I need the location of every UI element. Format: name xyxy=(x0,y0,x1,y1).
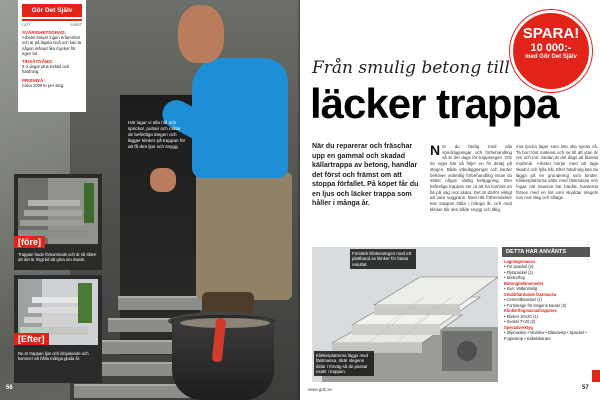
photo-caption: Här lagar vi alla hål och sprickor, putsar och målar de befintliga stegen och lägger klinker på trappan för att få den ljus och snygg. xyxy=(128,120,186,149)
difficulty-label: SVÅRIGHETSGRAD: xyxy=(22,30,67,35)
worker-legs xyxy=(196,172,292,300)
sidebar-section xyxy=(504,325,588,341)
before-photo xyxy=(18,178,98,244)
left-page-number: 56 xyxy=(6,385,13,391)
magazine-logo: Gör Det Själv xyxy=(22,4,82,17)
footer-url: www.gds.se xyxy=(308,387,333,392)
sidebar-section xyxy=(504,308,588,324)
stair-step xyxy=(118,296,208,310)
after-label: [Efter] xyxy=(14,333,49,345)
sidebar-section xyxy=(504,292,588,308)
right-page xyxy=(300,0,600,400)
level-left: LÄTT xyxy=(22,23,31,27)
article-subheadline: Från smulig betong till xyxy=(312,58,510,78)
worker-hand xyxy=(150,168,176,192)
diagram-callout-top: Förstärk klinkerstegen med ett plattband av klinker för bästa resultat. xyxy=(350,249,416,269)
diagram-callout-bottom: Klinkerplattorna läggs med fästmassa. Skär stegens delar i förväg så de passar exakt i trappan. xyxy=(314,351,374,376)
section-items: • Fin spackel (2) • Flytspackel (1) • Klinkerfog xyxy=(504,264,534,281)
body-column-2 xyxy=(516,144,598,201)
section-items: • Kan: Vattenlöslig xyxy=(504,286,537,292)
savings-title: SPARA! xyxy=(522,25,580,42)
before-label: [före] xyxy=(14,236,45,248)
dropcap: N xyxy=(430,142,441,158)
price-text: Cirka 1000 kr per steg. xyxy=(22,82,65,88)
sidebar-section xyxy=(504,281,588,292)
level-right: SVÅRT xyxy=(70,23,82,27)
before-caption: Trappan hade försummats och är så sliten att det är högt tid att göra om insats. xyxy=(18,252,97,263)
section-items: • Klinker 20×20 (1) • Sockel 7×20 (2) xyxy=(504,313,538,325)
sidebar-section xyxy=(504,259,588,281)
after-caption: Nu är trappan ljus och inbjudande och kommer att hålla många glada år. xyxy=(18,351,89,362)
worker-head xyxy=(178,5,224,63)
difficulty-text: Arbetet kräver ingen erfarenhet och är på lägsta nivå och kan ta någon månad lika mycket för egen tid. xyxy=(22,35,82,56)
sidebar-body xyxy=(502,257,590,343)
savings-note: med Gör Det Själv xyxy=(525,54,577,60)
section-items: • Cementbaserad (1) • Formkrage för stegens kanter (2) xyxy=(504,297,567,308)
section-label: Specialverktyg xyxy=(504,324,533,330)
price-label: PRISNIVÅ: xyxy=(22,77,45,83)
body-column-1 xyxy=(430,144,512,213)
article-headline: läcker trappa xyxy=(310,80,559,127)
sidebar-title: DETTA HAR ANVÄNTS xyxy=(502,247,590,257)
difficulty-scale xyxy=(22,19,82,21)
body-text-1: är du färdig med alla spricklagningar och förbehandling så är det dags för trappstegen. Gör du inget här så följer en fin detalj på stegen. Både ytbeläggningar och kanter behöver ordentlig förbehandling innan du sätter någon slutlig beläggning. Den befintliga trappan ser ut att ha kommit en bit på väg mot slutet. Det är därför viktigt att vara noggrann. Med rätt förberedelser kan trappan hålla i många år, och med klinker blir den både snygg och tålig. xyxy=(430,144,512,212)
section-label: Lagningsmassa xyxy=(504,259,535,264)
construction-diagram xyxy=(312,247,498,382)
right-page-number: 57 xyxy=(582,385,589,391)
savings-amount: 10 000:- xyxy=(530,42,572,54)
body-text-2: mot tjocka lager som inte ska synas så. Ta bort löst material och se till att ytan är ren och torr. Sedan är det dags att blanda murbruk. Arbetet börjar med att laga skador och fylla hål. Efter härdning kan du lägga på en grundering som binder. Klinkerplattorna sätts med fästmassa och fogas när massan har härdat. Kanterna förses med en list som skyddar stegets nos mot slag och slitage. xyxy=(516,144,599,201)
section-items: • Slipmaskin • Murslev • Blandvisp • Spackel • Fogsvamp • Kakelskärare xyxy=(504,330,587,341)
page-tab-marker xyxy=(592,370,600,382)
section-label: Snabbhärdande fästmassa xyxy=(504,291,557,297)
article-ingress: När du reparerar och fräschar upp en gammal och skadad källartrappa av betong, handlar det först och främst om att stoppa förfallet. På köpet får du en ljus och läcker trappa som håller i många år. xyxy=(312,142,419,208)
section-label: Klinker/fogmassa/trappnos xyxy=(504,308,557,314)
time-text: 3-4 dagar plus torktid och härdning. xyxy=(22,64,70,75)
before-inset xyxy=(14,174,102,270)
time-label: TIDSÅTGÅNG: xyxy=(22,59,54,64)
worker-boot xyxy=(202,292,254,314)
after-inset xyxy=(14,275,102,383)
materials-sidebar xyxy=(502,247,590,382)
section-label: Betongbelänsmedel xyxy=(504,280,543,286)
project-tag-box xyxy=(18,0,86,112)
